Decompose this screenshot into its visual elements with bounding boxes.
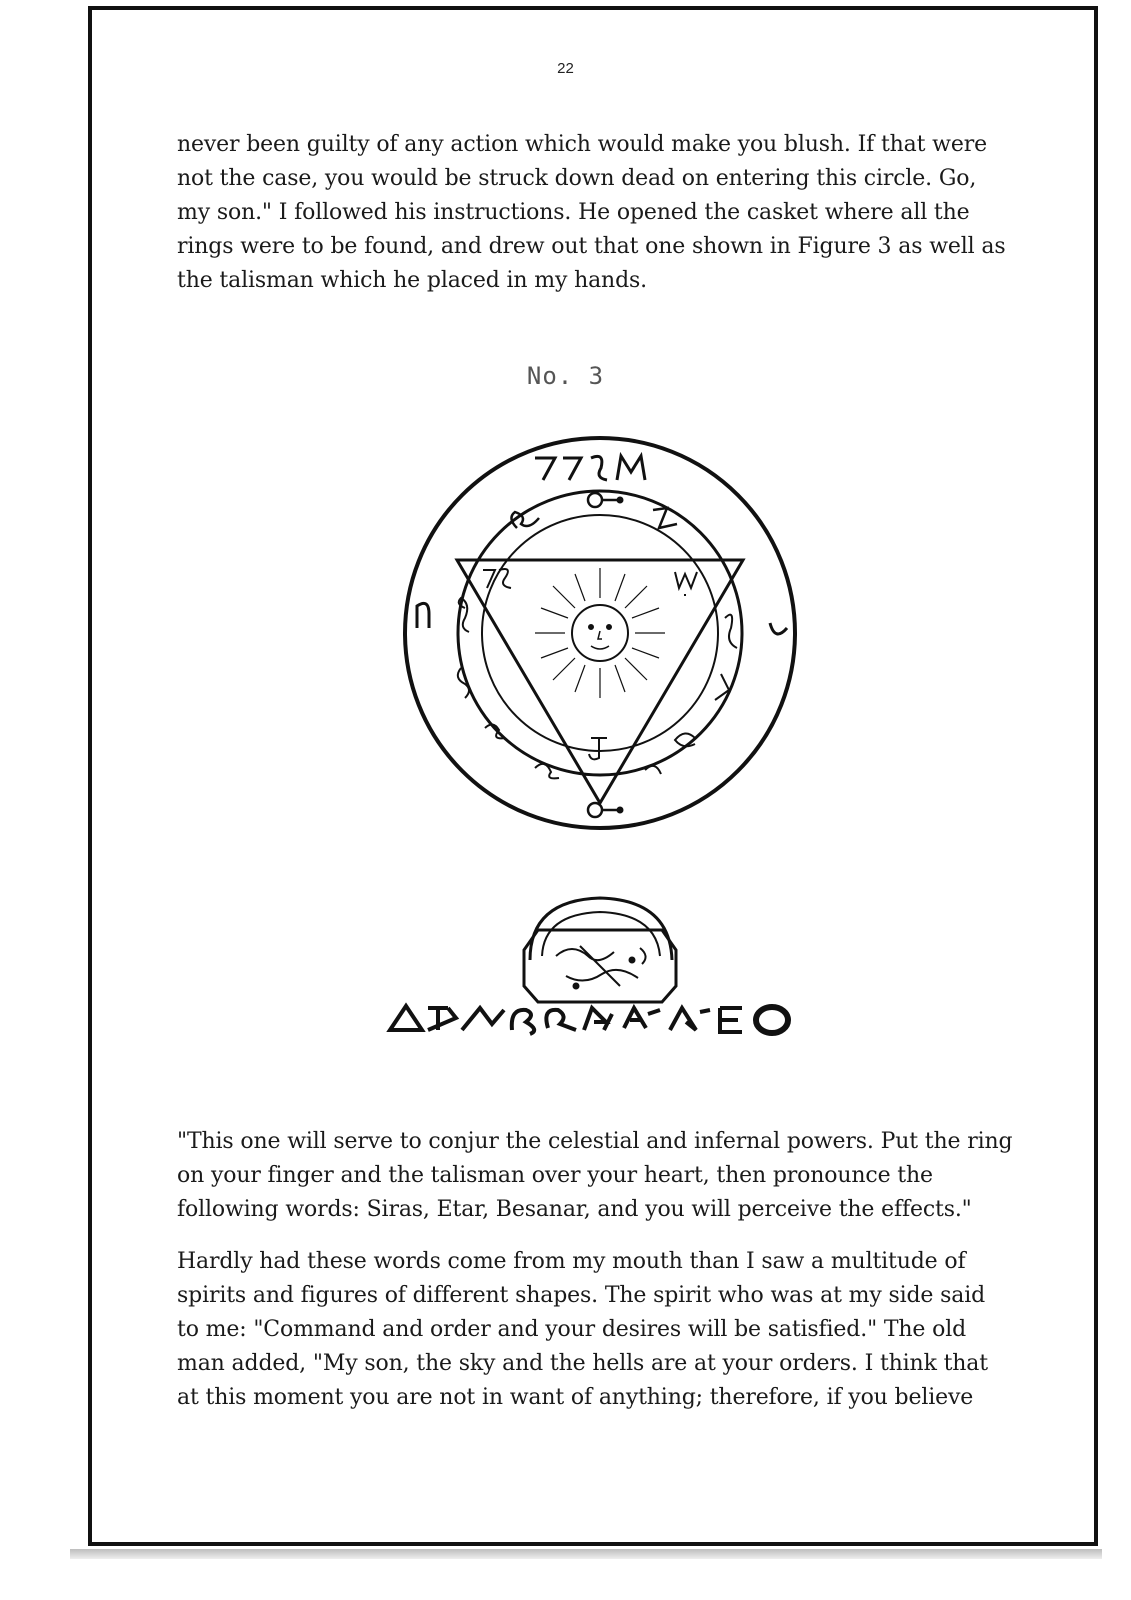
talisman-seal-image: [395, 428, 805, 838]
ring-image: [380, 890, 820, 1050]
figure-label: No. 3: [526, 362, 605, 390]
paragraph-2: "This one will serve to conjur the celestial and infernal powers. Put the ring on your finger and the talisman over your heart, then pronounce the following words: Siras, Etar, Besanar, and you will perceive the effects.": [177, 1129, 1013, 1222]
page-number: 22: [557, 60, 574, 77]
paragraph-1: never been guilty of any action which would make you blush. If that were not the case, you would be struck down dead on entering this circle. Go, my son." I followed his instructions. He opened the casket where all the rings were to be found, and drew out that one shown in Figure 3 as well as the talisman which he placed in my hands.: [177, 132, 1006, 293]
page-bottom-shadow: [70, 1549, 1102, 1559]
paragraph-3: Hardly had these words come from my mouth than I saw a multitude of spirits and figures of different shapes. The spirit who was at my side said to me: "Command and order and your desires will be satisfied." The old man added, "My son, the sky and the hells are at your orders. I think that at this moment you are not in want of anything; therefore, if you believe: [177, 1249, 988, 1410]
